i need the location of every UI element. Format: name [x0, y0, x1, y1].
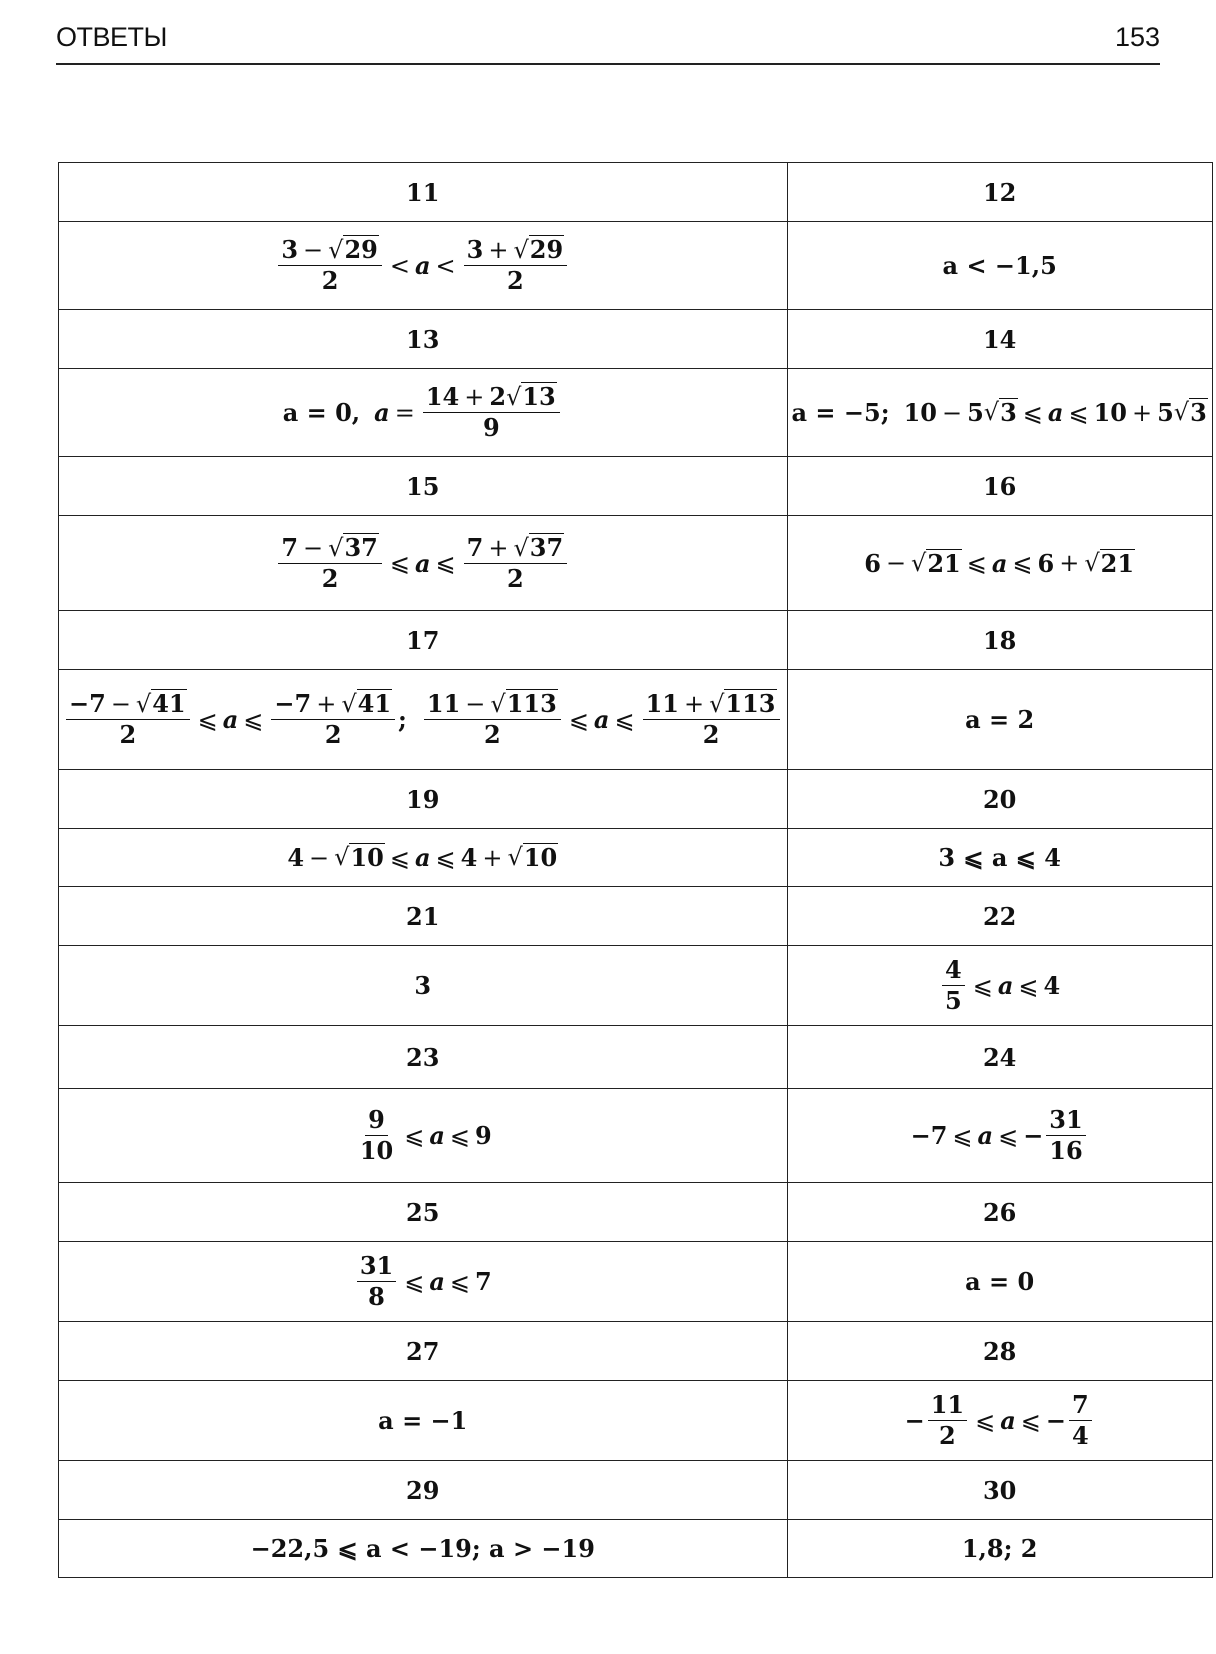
problem-number: 16 — [787, 457, 1212, 516]
table-row — [59, 770, 1213, 829]
table-row — [59, 829, 1213, 887]
table-row — [59, 1183, 1213, 1242]
problem-number: 30 — [787, 1461, 1212, 1520]
table-row — [59, 611, 1213, 670]
table-row — [59, 1089, 1213, 1183]
problem-number: 18 — [787, 611, 1212, 670]
problem-number: 29 — [59, 1461, 788, 1520]
table-row — [59, 1026, 1213, 1089]
answer-26: a = 0 — [787, 1242, 1212, 1322]
problem-number: 13 — [59, 310, 788, 369]
problem-number: 21 — [59, 887, 788, 946]
answer-18: a = 2 — [787, 670, 1212, 770]
problem-number: 20 — [787, 770, 1212, 829]
answer-23: $\frac{9}{10}$ ⩽ a ⩽ 9 — [59, 1089, 788, 1183]
table-row — [59, 222, 1213, 310]
problem-number: 26 — [787, 1183, 1212, 1242]
page-number: 153 — [1114, 22, 1160, 52]
problem-number: 12 — [787, 163, 1212, 222]
problem-number: 22 — [787, 887, 1212, 946]
answer-27: a = −1 — [59, 1381, 788, 1461]
answer-13: a = 0, a = 14 + 2 √ 13 9 — [59, 369, 788, 457]
answer-25: $\frac{31}{8}$ ⩽ a ⩽ 7 — [59, 1242, 788, 1322]
problem-number: 27 — [59, 1322, 788, 1381]
problem-number: 17 — [59, 611, 788, 670]
header-rule — [56, 63, 1160, 65]
table-row — [59, 946, 1213, 1026]
answer-28: − $\frac{11}{2}$ ⩽ a ⩽ − $\frac{7}{4}$ — [787, 1381, 1212, 1461]
problem-number: 28 — [787, 1322, 1212, 1381]
problem-number: 11 — [59, 163, 788, 222]
table-row — [59, 670, 1213, 770]
table-row — [59, 163, 1213, 222]
header-title: ОТВЕТЫ — [56, 22, 167, 52]
answer-17: −7 − √ 41 2 ⩽ a ⩽ −7 + √ 41 2 ; 11 − √ 113 2 ⩽ a ⩽ 11 + √ 113 2 — [59, 670, 788, 770]
table-row — [59, 1381, 1213, 1461]
answer-30: 1,8; 2 — [787, 1520, 1212, 1578]
answer-15: 7 − √ 37 2 ⩽ a ⩽ 7 + √ 37 2 — [59, 516, 788, 611]
problem-number: 24 — [787, 1026, 1212, 1089]
answer-14: a = −5; 10 − 5 √ 3 ⩽ a ⩽ 10 + 5 √ 3 — [787, 369, 1212, 457]
answer-19: 4 − √ 10 ⩽ a ⩽ 4 + √ 10 — [59, 829, 788, 887]
answers-table — [58, 162, 1213, 1578]
table-row — [59, 1242, 1213, 1322]
table-row — [59, 887, 1213, 946]
answer-20: 3 ⩽ a ⩽ 4 — [787, 829, 1212, 887]
answer-24: −7 ⩽ a ⩽ − $\frac{31}{16}$ — [787, 1089, 1212, 1183]
answer-22: $\frac{4}{5}$ ⩽ a ⩽ 4 — [787, 946, 1212, 1026]
answer-29: −22,5 ⩽ a < −19; a > −19 — [59, 1520, 788, 1578]
problem-number: 23 — [59, 1026, 788, 1089]
table-row — [59, 369, 1213, 457]
problem-number: 19 — [59, 770, 788, 829]
table-row — [59, 1322, 1213, 1381]
table-row — [59, 1461, 1213, 1520]
table-row — [59, 457, 1213, 516]
answer-12: a < −1,5 — [787, 222, 1212, 310]
answer-16: 6 − √ 21 ⩽ a ⩽ 6 + √ 21 — [787, 516, 1212, 611]
answer-21: 3 — [59, 946, 788, 1026]
problem-number: 14 — [787, 310, 1212, 369]
answer-11: 3 − √ 29 2 < a < 3 + √ 29 2 — [59, 222, 788, 310]
table-row — [59, 516, 1213, 611]
problem-number: 15 — [59, 457, 788, 516]
table-row — [59, 310, 1213, 369]
problem-number: 25 — [59, 1183, 788, 1242]
table-row — [59, 1520, 1213, 1578]
